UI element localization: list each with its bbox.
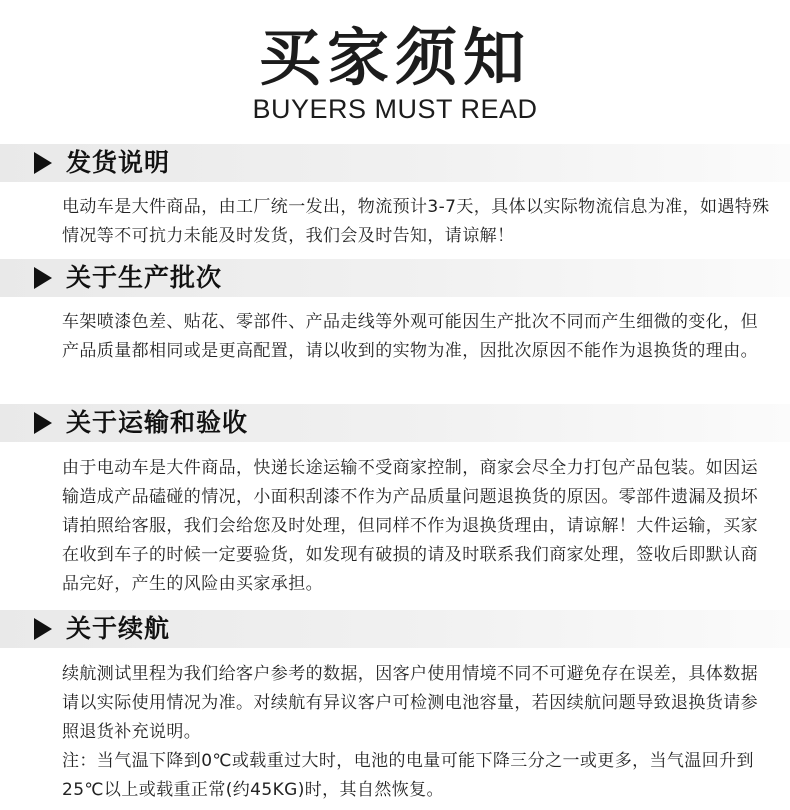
section-header-range bbox=[0, 610, 790, 648]
page-title-en: BUYERS MUST READ bbox=[252, 94, 538, 124]
section-header-shipping bbox=[0, 144, 790, 182]
paragraph: 续航测试里程为我们给客户参考的数据，因客户使用情境不同不可避免存在误差，具体数据请以实际使用情况为准。对续航有异议客户可检测电池容量，若因续航问题导致退换货请参照退货补充说明。 bbox=[62, 664, 758, 742]
triangle-icon bbox=[34, 267, 52, 289]
section-title: 发货说明 bbox=[66, 148, 171, 177]
note-paragraph: 注：当气温下降到0℃或载重过大时，电池的电量可能下降三分之一或更多，当气温回升到25℃以上或载重正常(约45KG)时，其自然恢复。 bbox=[62, 751, 754, 800]
section-body-range bbox=[62, 660, 774, 805]
paragraph: 由于电动车是大件商品，快递长途运输不受商家控制，商家会尽全力打包产品包装。如因运输造成产品磕碰的情况，小面积刮漆不作为产品质量问题退换货的原因。零部件遗漏及损坏请拍照给客服，我们会给您及时处理，但同样不作为退换货理由，请谅解！大件运输，买家在收到车子的时候一定要验货，如发现有破损的请及时联系我们商家处理，签收后即默认商品完好，产生的风险由买家承担。 bbox=[62, 458, 758, 594]
triangle-icon bbox=[34, 152, 52, 174]
triangle-icon bbox=[34, 412, 52, 434]
section-body-shipping-inspection bbox=[62, 454, 774, 599]
triangle-icon bbox=[34, 618, 52, 640]
paragraph: 车架喷漆色差、贴花、零部件、产品走线等外观可能因生产批次不同而产生细微的变化，但产品质量都相同或是更高配置，请以收到的实物为准，因批次原因不能作为退换货的理由。 bbox=[62, 312, 758, 361]
paragraph: 电动车是大件商品，由工厂统一发出，物流预计3-7天，具体以实际物流信息为准，如遇特殊情况等不可抗力未能及时发货，我们会及时告知，请谅解！ bbox=[62, 197, 770, 246]
section-body-shipping bbox=[62, 193, 774, 251]
section-title: 关于运输和验收 bbox=[66, 408, 249, 437]
section-title: 关于生产批次 bbox=[66, 263, 223, 292]
section-header-shipping-inspection bbox=[0, 404, 790, 442]
page-title-cn: 买家须知 bbox=[258, 21, 531, 94]
section-title: 关于续航 bbox=[66, 614, 171, 643]
section-body-batch bbox=[62, 308, 774, 366]
section-header-batch bbox=[0, 259, 790, 297]
